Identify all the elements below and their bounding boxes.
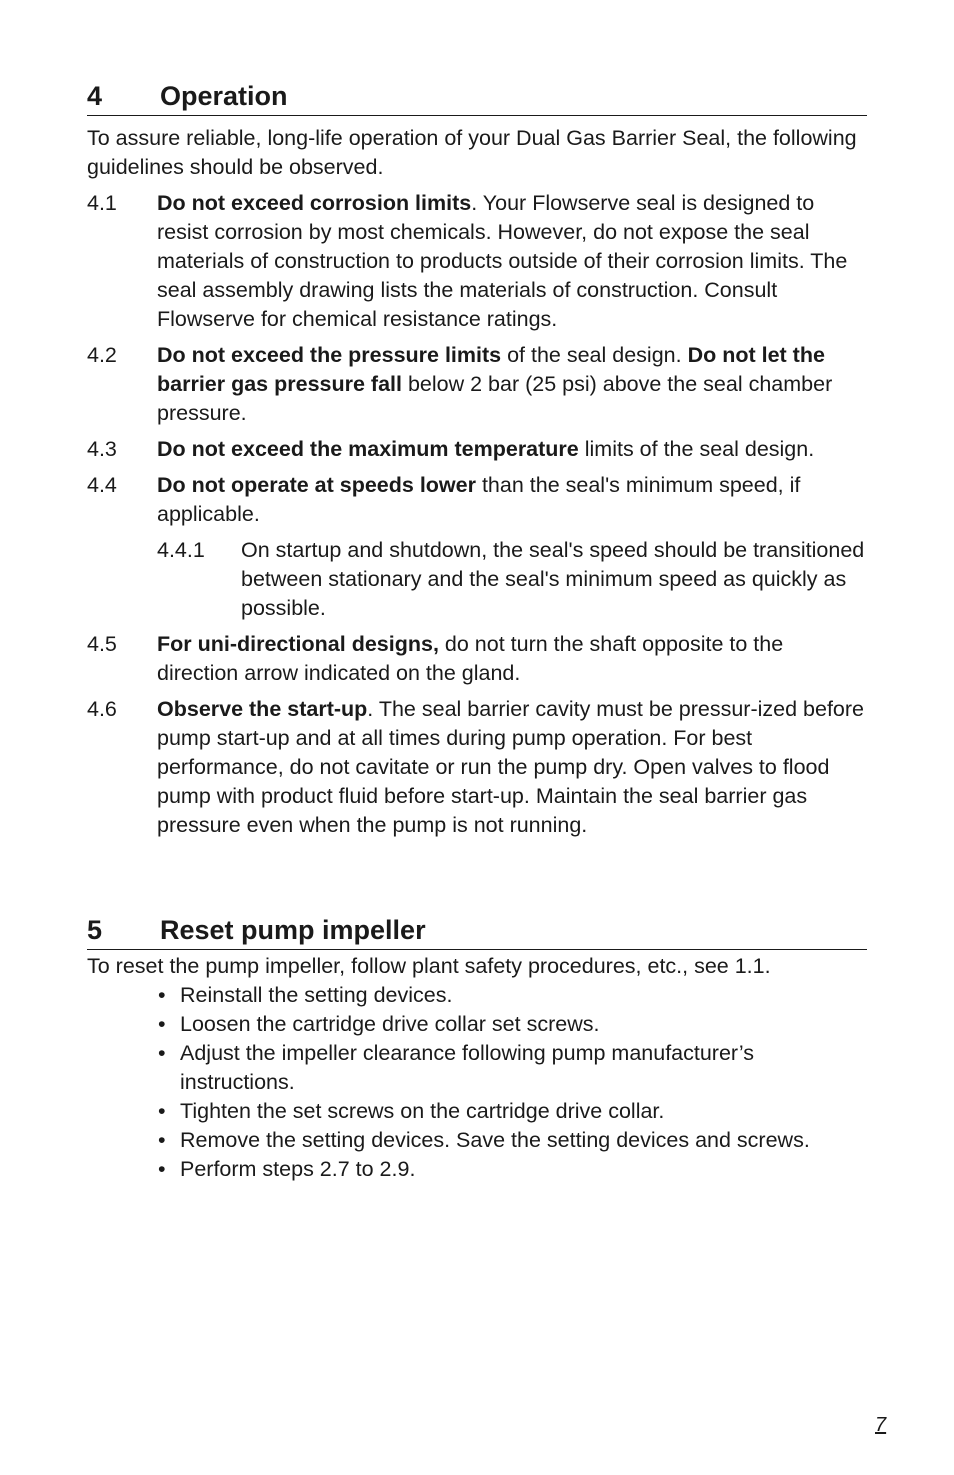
item-bold-lead: Do not exceed corrosion limits — [157, 191, 472, 215]
item-number: 4.4 — [87, 473, 117, 497]
bullet-icon: • — [158, 1041, 166, 1065]
item-body-second: below 2 bar (25 psi) above the seal chamber pressure. — [157, 372, 833, 425]
bullet-icon: • — [158, 1157, 166, 1181]
section-intro: To reset the pump impeller, follow plant safety procedures, etc., see 1.1. — [87, 954, 771, 978]
section-heading — [87, 80, 867, 116]
list-item-4-3 — [87, 435, 867, 464]
item-bold-lead: Do not exceed the pressure limits — [157, 343, 502, 367]
list-item — [157, 1010, 867, 1039]
item-body: . The seal barrier cavity must be pressur-ized before pump start-up and at all times during pump operation. For best performance, do not cavitate or run the pump dry. Open valves to flood pump with product fluid before start-up. Maintain the seal barrier gas pressure even when the pump is not running. — [157, 697, 864, 837]
list-item — [157, 1155, 867, 1184]
item-body: . Your Flowserve seal is designed to resist corrosion by most chemicals. However, do not expose the seal materials of construction to products outside of their corrosion limits. The seal assembly drawing lists the materials of construction. Consult Flowserve for chemical resistance ratings. — [157, 191, 848, 331]
item-bold-lead: Observe the start-up — [157, 697, 368, 721]
bullet-list — [157, 981, 867, 1184]
item-number: 4.4.1 — [157, 538, 205, 562]
list-item-4-5 — [87, 630, 867, 688]
section-number: 4 — [87, 81, 103, 111]
bullet-text: Reinstall the setting devices. — [180, 983, 453, 1007]
item-text — [157, 341, 867, 428]
section-title: Reset pump impeller — [160, 915, 426, 945]
item-number: 4.1 — [87, 191, 117, 215]
bullet-icon: • — [158, 1099, 166, 1123]
item-body: On startup and shutdown, the seal's speed should be transitioned between stationary and the seal's minimum speed as quickly as possible. — [241, 538, 865, 620]
bullet-icon: • — [158, 1012, 166, 1036]
item-number: 4.5 — [87, 632, 117, 656]
item-body: of the seal design. — [501, 343, 688, 367]
section-heading — [87, 914, 867, 950]
item-bold-second: Do not let the barrier gas pressure fall — [157, 343, 825, 396]
item-bold-lead: Do not exceed the maximum temperature — [157, 437, 579, 461]
item-body: than the seal's minimum speed, if applicable. — [157, 473, 801, 526]
list-item — [157, 1039, 867, 1097]
list-item-4-6 — [87, 695, 867, 840]
bullet-text: Tighten the set screws on the cartridge drive collar. — [180, 1099, 665, 1123]
list-item — [157, 1097, 867, 1126]
item-text — [157, 630, 867, 688]
item-text — [157, 695, 867, 840]
list-item — [157, 1126, 867, 1155]
item-body: do not turn the shaft opposite to the direction arrow indicated on the gland. — [157, 632, 784, 685]
bullet-text: Perform steps 2.7 to 2.9. — [180, 1157, 416, 1181]
item-number: 4.2 — [87, 343, 117, 367]
section-operation — [87, 80, 867, 840]
list-item-4-2 — [87, 341, 867, 428]
item-number: 4.6 — [87, 697, 117, 721]
list-item-4-4 — [87, 471, 867, 529]
section-intro: To assure reliable, long-life operation of your Dual Gas Barrier Seal, the following guidelines should be observed. — [87, 126, 857, 179]
item-number: 4.3 — [87, 437, 117, 461]
bullet-icon: • — [158, 983, 166, 1007]
section-title: Operation — [160, 81, 288, 111]
page-number: 7 — [875, 1414, 887, 1436]
item-text — [157, 471, 867, 529]
item-bold-lead: Do not operate at speeds lower — [157, 473, 476, 497]
bullet-text: Remove the setting devices. Save the setting devices and screws. — [180, 1128, 810, 1152]
list-item — [157, 981, 867, 1010]
section-number: 5 — [87, 915, 103, 945]
item-body: limits of the seal design. — [578, 437, 815, 461]
list-item-4-1 — [87, 189, 867, 334]
item-bold-lead: For uni-directional designs, — [157, 632, 439, 656]
bullet-text: Loosen the cartridge drive collar set screws. — [180, 1012, 600, 1036]
bullet-text: Adjust the impeller clearance following pump manufacturer’s instructions. — [180, 1041, 755, 1094]
section-reset-pump-impeller — [87, 914, 867, 1184]
item-text — [157, 189, 867, 334]
item-text — [157, 435, 867, 464]
list-item-4-4-1 — [157, 536, 867, 623]
bullet-icon: • — [158, 1128, 166, 1152]
